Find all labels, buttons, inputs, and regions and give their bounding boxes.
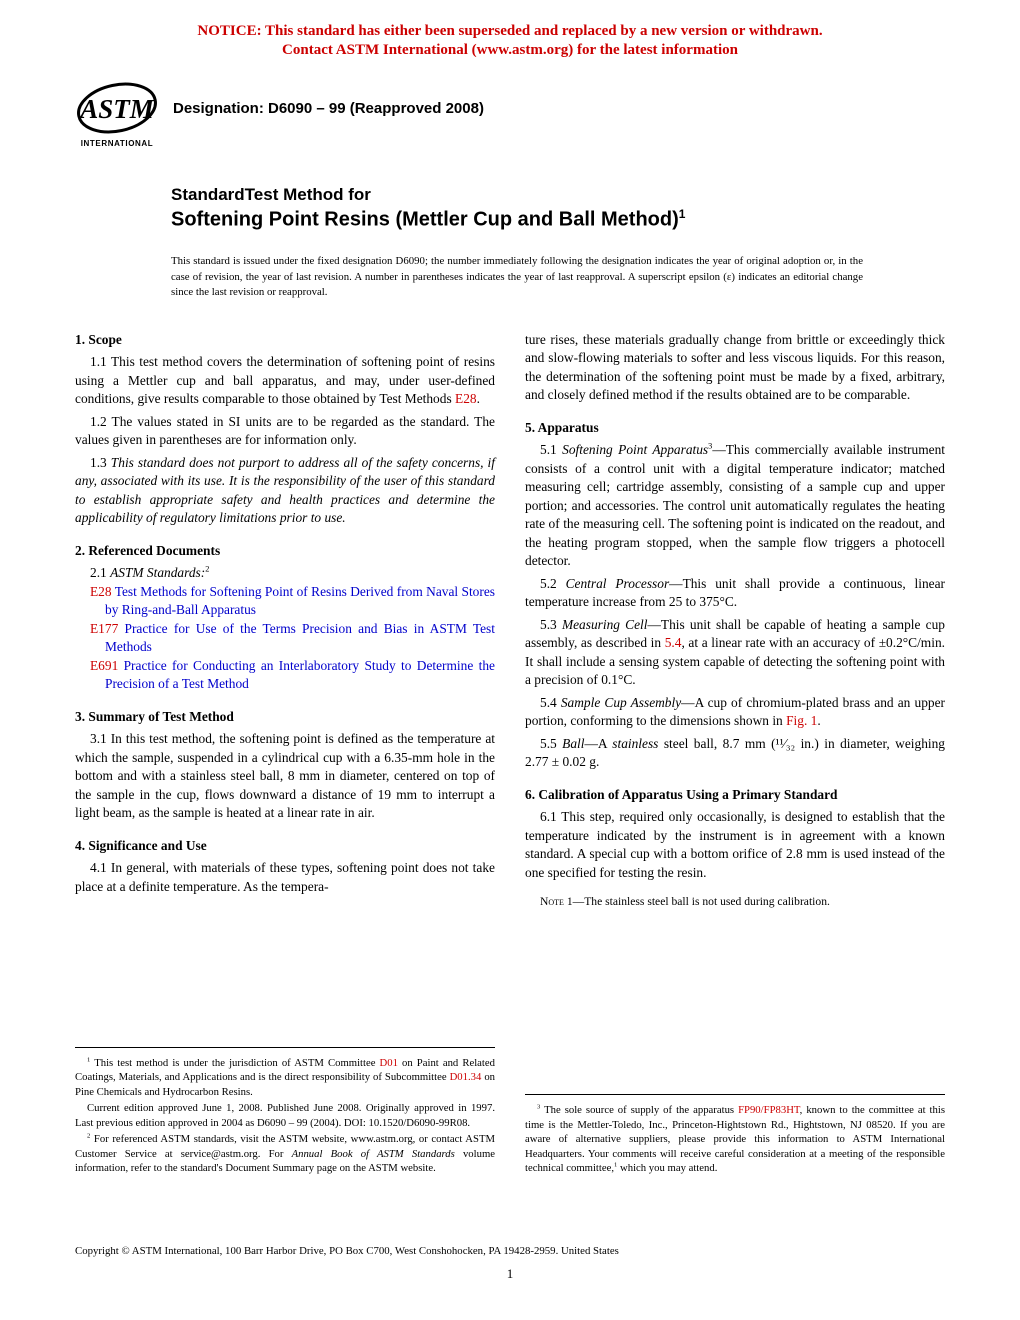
text-run: 5.4	[540, 694, 561, 710]
section-heading	[75, 542, 495, 561]
link-e28[interactable]: E28	[455, 391, 477, 407]
link-e691-ref[interactable]: E691	[90, 657, 119, 673]
notice-line-1: NOTICE: This standard has either been superseded and replaced by a new version or withdrawn.	[197, 23, 823, 39]
text-run: 2.1	[90, 565, 111, 581]
reference-item	[90, 583, 495, 620]
text-run: —A cup of chromium-plated brass and an upper portion, conforming to the dimensions shown in	[525, 694, 945, 729]
footnote	[75, 1056, 495, 1100]
section-heading	[75, 708, 495, 727]
right-column	[525, 331, 945, 1176]
page-title-text: Softening Point Resins (Mettler Cup and Ball Method)	[171, 209, 679, 232]
text-run: 3. Summary of Test Method	[75, 708, 234, 724]
text-run: steel ball, 8.7 mm (¹¹⁄₃₂ in.) in diameter, weighing 2.77 ± 0.02 g.	[525, 735, 945, 770]
text-run: Note 1	[540, 895, 573, 909]
text-run: —This commercially available instrument consists of a control unit with a digital temperature indicator; matched measuring cell; cartridge assembly, consisting of a sample cup and upper portion; and accessories. The control unit automatically regulates the heating rate of the measuring cell. The softening point is indicated on the readout, and the heating program stopped, when the sample flow triggers a photocell detector.	[525, 442, 945, 569]
left-column-body	[75, 331, 495, 897]
text-run: which you may attend.	[617, 1162, 718, 1175]
text-run: 1.2 The values stated in SI units are to be regarded as the standard. The values given in parentheses are for information only.	[75, 413, 495, 448]
text-run: The sole source of supply of the apparatus	[540, 1104, 739, 1117]
paragraph	[525, 575, 945, 612]
reference-item	[90, 657, 495, 694]
text-run: 2	[87, 1132, 91, 1140]
footnote-separator	[525, 1094, 945, 1095]
text-run: stainless	[612, 735, 659, 751]
link-e177-title[interactable]: Practice for Use of the Terms Precision and Bias in ASTM Test Methods	[105, 620, 495, 655]
text-run: —This unit shall provide a continuous, linear temperature increase from 25 to 375°C.	[525, 575, 945, 610]
link-d01[interactable]: D01	[379, 1056, 398, 1069]
right-footnotes-body	[525, 1103, 945, 1176]
text-run: This test method is under the jurisdiction of ASTM Committee	[90, 1056, 380, 1069]
paragraph	[525, 808, 945, 882]
copyright-line: Copyright © ASTM International, 100 Barr Harbor Drive, PO Box C700, West Conshohocken, PA 19428-2959. United States	[75, 1245, 619, 1257]
right-footnotes	[525, 1090, 945, 1176]
section-heading	[525, 419, 945, 438]
text-run: on Pine Chemicals and Hydrocarbon Resins.	[75, 1071, 496, 1098]
text-run: .	[817, 713, 821, 729]
issuance-paragraph: This standard is issued under the fixed designation D6090; the number immediately following the designation indicates the year of original adoption or, in the case of revision, the year of last revision. A number in parentheses indicates the year of last reapproval. A superscript epsilon (ε) indicates an editorial change since the last revision or reapproval.	[171, 255, 863, 299]
text-run: —This unit shall be capable of heating a sample cup assembly, as described in	[525, 616, 945, 651]
text-run: 2. Referenced Documents	[75, 542, 221, 558]
paragraph	[75, 353, 495, 409]
paragraph	[75, 454, 495, 528]
page-title	[171, 207, 945, 232]
paragraph	[75, 564, 495, 583]
text-run: —The stainless steel ball is not used during calibration.	[572, 895, 830, 909]
text-run: 4.1 In general, with materials of these types, softening point does not take place at a definite temperature. As the tempera-	[75, 860, 495, 894]
left-footnotes-body	[75, 1056, 495, 1176]
text-run: 6.1 This step, required only occasionally, is designed to establish that the temperature indicated by the instrument is in agreement with a known standard. A special cup with a bottom orifice of 2.8 mm is used instead of the one specified for testing the resin.	[525, 809, 945, 880]
text-run: 3	[708, 441, 713, 451]
link-section-5-4[interactable]: 5.4	[664, 635, 682, 651]
text-run: Softening Point Apparatus	[562, 442, 709, 458]
text-run: 1	[87, 1056, 91, 1064]
paragraph	[525, 616, 945, 690]
astm-logo-icon	[75, 80, 159, 154]
astm-logo	[75, 80, 163, 159]
paragraph	[525, 694, 945, 731]
section-heading	[525, 786, 945, 805]
left-footnotes	[75, 1043, 495, 1176]
page-number: 1	[506, 1266, 514, 1281]
logo-astm-text: ASTM	[80, 94, 154, 125]
text-run: 5.2	[540, 575, 566, 591]
title-footnote-ref: 1	[678, 207, 686, 222]
text-run: .	[476, 391, 480, 407]
right-column-body	[525, 331, 945, 910]
text-run: on Paint and Related Coatings, Materials, and Applications and is the direct responsibility of Subcommittee	[75, 1056, 495, 1084]
text-run: 6. Calibration of Apparatus Using a Primary Standard	[525, 786, 838, 802]
text-run: Current edition approved June 1, 2008. Published June 2008. Originally approved in 1997. Last previous edition approved in 2004 as D6090 – 99 (2004). DOI: 10.1520/D6090-99R08.	[75, 1102, 495, 1129]
text-run: For referenced ASTM standards, visit the ASTM website, www.astm.org, or contact ASTM Customer Service at service@astm.org. For	[75, 1133, 495, 1160]
paragraph	[75, 859, 495, 896]
paragraph	[525, 441, 945, 571]
text-run: 1	[614, 1161, 618, 1169]
text-run: Central Processor	[565, 575, 670, 591]
text-run: Annual Book of ASTM Standards	[291, 1147, 455, 1160]
note-paragraph	[525, 894, 945, 910]
text-run: 4. Significance and Use	[75, 837, 207, 853]
text-run: 5. Apparatus	[525, 419, 599, 435]
text-run: ture rises, these materials gradually change from brittle or exceedingly thick and slow-flowing materials to softer and less viscous liquids. For this reason, the determination of the softening point must be made by a fixed, arbitrary, and closely defined method if the results obtained are to be comparable.	[525, 331, 945, 403]
designation-text: Designation: D6090 – 99 (Reapproved 2008)	[173, 100, 484, 118]
text-run: Sample Cup Assembly	[560, 694, 682, 710]
title-block	[171, 185, 945, 301]
text-run: 1.1 This test method covers the determination of softening point of resins using a Mettler cup and ball apparatus, and may, under user-defined conditions, give results comparable to those obtained by Test Methods	[75, 354, 495, 407]
text-run: volume information, refer to the standard's Document Summary page on the ASTM website.	[75, 1147, 496, 1175]
text-run: 5.5	[540, 735, 563, 751]
notice-line-2: Contact ASTM International (www.astm.org) for the latest information	[282, 42, 738, 59]
supersession-notice	[75, 22, 945, 60]
link-d01-34[interactable]: D01.34	[449, 1071, 482, 1084]
document-header	[75, 80, 945, 159]
link-e28-ref[interactable]: E28	[90, 583, 112, 599]
section-heading	[75, 331, 495, 350]
text-run: 3	[537, 1103, 541, 1111]
footnote	[525, 1103, 945, 1176]
link-e28-title[interactable]: Test Methods for Softening Point of Resins Derived from Naval Stores by Ring-and-Ball Apparatus	[105, 583, 495, 618]
page-title-intro: StandardTest Method for	[171, 185, 371, 205]
footnote	[75, 1132, 495, 1176]
two-column-body	[75, 331, 945, 1176]
text-run: 1.3	[90, 454, 111, 470]
text-run: 5.1	[540, 442, 563, 458]
paragraph	[525, 735, 945, 772]
logo-international-text: INTERNATIONAL	[80, 139, 154, 149]
text-run: This standard does not purport to address all of the safety concerns, if any, associated with its use. It is the responsibility of the user of this standard to establish appropriate safety and health practices and determine the applicability of regulatory limitations prior to use.	[75, 454, 495, 526]
link-fig-1[interactable]: Fig. 1	[786, 713, 818, 729]
section-heading	[75, 837, 495, 856]
text-run: Ball	[562, 735, 585, 751]
text-run: , at a linear rate with an accuracy of ±0.2°C/min. It shall include a sensing system capable of detecting the softening point with a precision of 0.1°C.	[525, 635, 945, 688]
reference-item	[90, 620, 495, 657]
footnote-separator	[75, 1047, 495, 1048]
text-run: , known to the committee at this time is the Mettler-Toledo, Inc., Princeton-Hightstown Rd., Hightstown, NJ 08520. If you are aware of alternative suppliers, please provide this information to ASTM International Headquarters. Your comments will receive careful consideration at a meeting of the responsible technical committee,	[525, 1104, 945, 1175]
text-run: 3.1 In this test method, the softening point is defined as the temperature at which the sample, suspended in a cylindrical cup with a 6.35-mm hole in the bottom and with a stainless steel ball, 8 mm in diameter, centered on top of the sample in the cup, flows downward a distance of 19 mm to interrupt a light beam, as the sample is heated at a linear rate in air.	[75, 731, 495, 821]
paragraph	[75, 413, 495, 450]
text-run: —A	[584, 735, 613, 751]
text-run: 2	[205, 564, 210, 574]
text-run: ASTM Standards:	[110, 565, 206, 581]
text-run: 5.3	[540, 616, 562, 632]
link-e691-title[interactable]: Practice for Conducting an Interlaboratory Study to Determine the Precision of a Test Method	[105, 657, 495, 692]
left-column	[75, 331, 495, 1176]
text-run: Measuring Cell	[561, 616, 648, 632]
footnote	[75, 1101, 495, 1130]
paragraph	[75, 730, 495, 823]
paragraph-continuation	[525, 331, 945, 405]
text-run: 1. Scope	[75, 331, 122, 347]
link-e177-ref[interactable]: E177	[90, 620, 119, 636]
link-fp90-fp83ht[interactable]: FP90/FP83HT	[738, 1104, 800, 1117]
